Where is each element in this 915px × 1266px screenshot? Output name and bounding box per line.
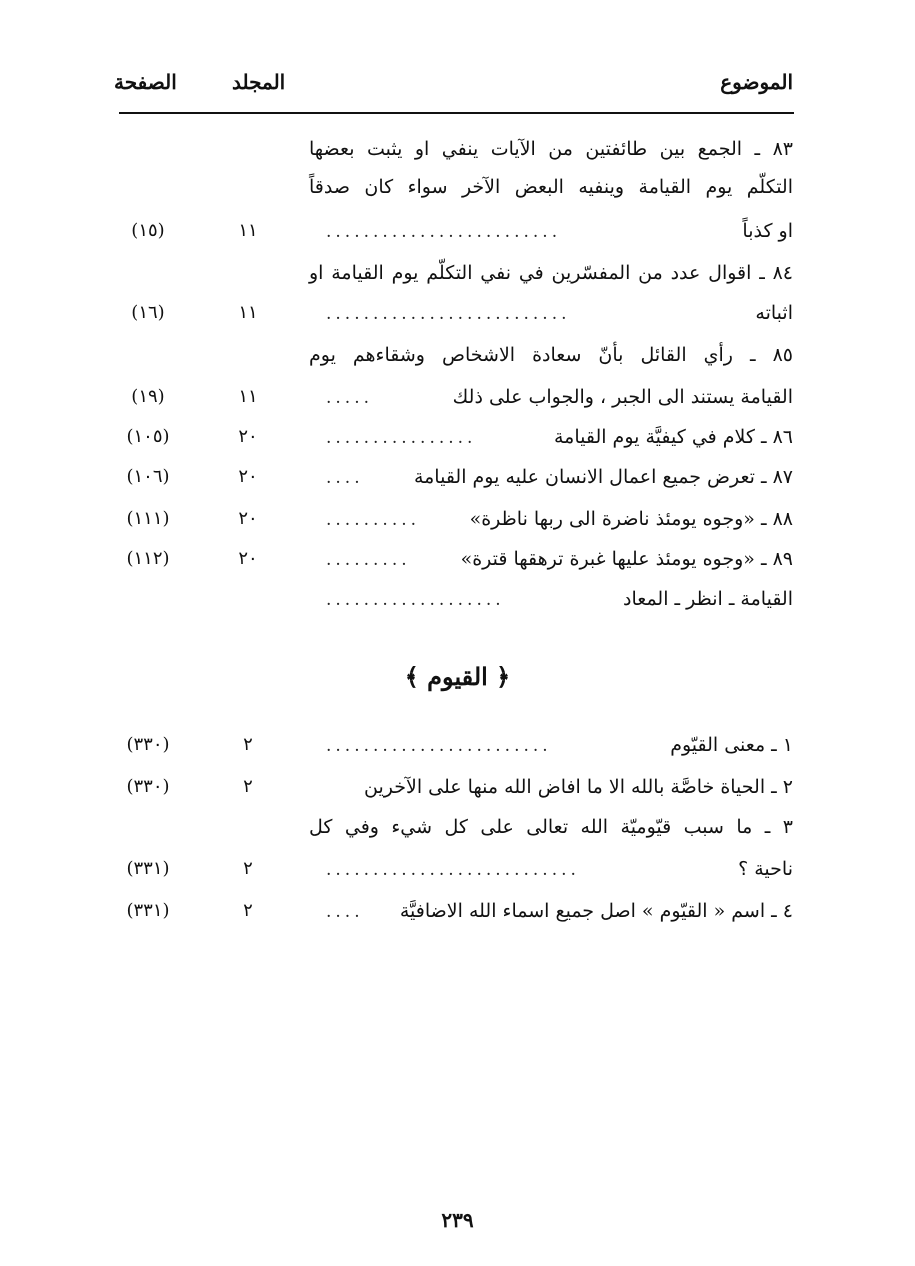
volume-number: ٢٠ [238, 548, 258, 569]
entry-text: التكلّم يوم القيامة وينفيه البعض الآخر سواء كان صدقاً [309, 176, 793, 198]
index-cross-reference [0, 588, 915, 624]
index-entry-3-line-2 [0, 858, 915, 894]
index-entry-85-line-1 [0, 344, 915, 380]
index-entry-4 [0, 900, 915, 936]
volume-number: ١١ [238, 386, 258, 407]
volume-number: ٢ [243, 734, 253, 755]
leader-dots: ..... [326, 388, 374, 408]
header-divider [119, 112, 794, 114]
page-reference: (٣٣١) [126, 900, 170, 921]
volume-number: ٢٠ [238, 508, 258, 529]
volume-number: ١١ [238, 302, 258, 323]
entry-text: اثباته [755, 302, 793, 324]
entry-text: ٨٩ ـ «وجوه يومئذ عليها غبرة ترهقها قترة» [460, 548, 793, 570]
leader-dots: .... [326, 902, 364, 922]
entry-text: ٢ ـ الحياة خاصَّة بالله الا ما افاض الله منها على الآخرين [364, 776, 793, 798]
page-number: ٢٣٩ [441, 1208, 474, 1232]
page-column-header: الصفحة [114, 70, 177, 94]
entry-text: القيامة يستند الى الجبر ، والجواب على ذلك [452, 386, 793, 408]
entry-text: ناحية ؟ [738, 858, 793, 880]
index-entry-84-line-1 [0, 262, 915, 298]
index-entry-83-line-3 [0, 220, 915, 256]
page-reference: (١٩) [131, 386, 165, 407]
page-reference: (٣٣١) [126, 858, 170, 879]
entry-text: ٨٦ ـ كلام في كيفيَّة يوم القيامة [553, 426, 793, 448]
page-reference: (١٦) [131, 302, 165, 323]
index-entry-88 [0, 508, 915, 544]
entry-text: ٨٧ ـ تعرض جميع اعمال الانسان عليه يوم القيامة [413, 466, 793, 488]
index-entry-1 [0, 734, 915, 770]
leader-dots: ........................ [326, 736, 552, 756]
index-entry-86 [0, 426, 915, 462]
leader-dots: .......... [326, 510, 421, 530]
volume-number: ٢ [243, 858, 253, 879]
volume-number: ٢٠ [238, 426, 258, 447]
index-entry-83-line-2 [0, 176, 915, 212]
topic-column-header: الموضوع [720, 70, 793, 94]
entry-text: ٨٤ ـ اقوال عدد من المفسّرين في نفي التكلّم يوم القيامة او [309, 262, 793, 284]
volume-number: ٢ [243, 776, 253, 797]
leader-dots: ......................... [326, 222, 562, 242]
volume-column-header: المجلد [232, 70, 286, 94]
entry-text: ٤ ـ اسم « القيّوم » اصل جميع اسماء الله الاضافيَّة [399, 900, 793, 922]
index-entry-84-line-2 [0, 302, 915, 338]
entry-text: ٨٥ ـ رأي القائل بأنّ سعادة الاشخاص وشقاءهم يوم [309, 344, 793, 366]
index-entry-83-line-1 [0, 138, 915, 174]
leader-dots: ......... [326, 550, 411, 570]
entry-text: القيامة ـ انظر ـ المعاد [623, 588, 793, 610]
leader-dots: .... [326, 468, 364, 488]
leader-dots: ........................... [326, 860, 580, 880]
leader-dots: .......................... [326, 304, 571, 324]
page-reference: (١١١) [126, 508, 170, 529]
entry-text: ٣ ـ ما سبب قيّوميّة الله تعالى على كل شيء وفي كل [309, 816, 793, 838]
page-reference: (٣٣٠) [126, 734, 170, 755]
page-reference: (١١٢) [126, 548, 170, 569]
index-entry-2 [0, 776, 915, 812]
page-reference: (١٠٥) [126, 426, 170, 447]
page-reference: (١٥) [131, 220, 165, 241]
index-entry-3-line-1 [0, 816, 915, 852]
volume-number: ١١ [238, 220, 258, 241]
page-reference: (١٠٦) [126, 466, 170, 487]
entry-text: ٨٣ ـ الجمع بين طائفتين من الآيات ينفي او يثبت بعضها [309, 138, 793, 160]
leader-dots: ................... [326, 590, 505, 610]
section-title: ﴿ القيوم ﴾ [404, 662, 511, 691]
index-entry-87 [0, 466, 915, 502]
leader-dots: ................ [326, 428, 477, 448]
column-headers [0, 70, 915, 110]
index-entry-85-line-2 [0, 386, 915, 422]
volume-number: ٢ [243, 900, 253, 921]
entry-text: او كذباً [742, 220, 793, 242]
page-reference: (٣٣٠) [126, 776, 170, 797]
entry-text: ٨٨ ـ «وجوه يومئذ ناضرة الى ربها ناظرة» [469, 508, 793, 530]
volume-number: ٢٠ [238, 466, 258, 487]
index-entry-89 [0, 548, 915, 584]
entry-text: ١ ـ معنى القيّوم [670, 734, 793, 756]
